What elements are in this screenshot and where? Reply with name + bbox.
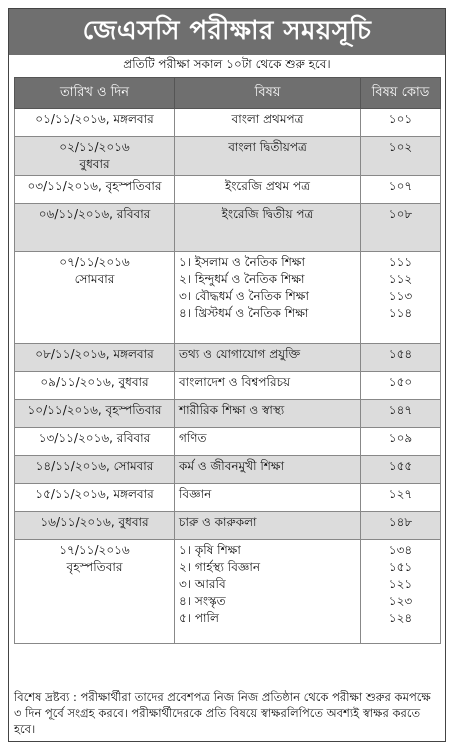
table-row — [15, 540, 441, 644]
subject-text: ৫। পালি — [179, 611, 219, 625]
code-cell — [361, 204, 441, 252]
code-cell — [361, 252, 441, 344]
table-row — [15, 344, 441, 372]
code-cell — [361, 400, 441, 428]
code-text: ১৫০ — [388, 375, 413, 389]
table-row — [15, 400, 441, 428]
subject-text: বাংলা প্রথমপত্র — [231, 112, 304, 126]
subject-text: ১। ইসলাম ও নৈতিক শিক্ষা — [179, 255, 306, 269]
date-cell — [15, 400, 175, 428]
date-text: বৃহস্পতিবার — [66, 560, 123, 574]
code-text: ১১৪ — [388, 306, 413, 320]
table-row — [15, 204, 441, 252]
header-code: বিষয় কোড — [361, 78, 441, 109]
subject-cell — [175, 484, 361, 512]
code-text: ১০৮ — [388, 207, 413, 221]
code-text: ১২৭ — [388, 487, 413, 501]
header-subject: বিষয় — [175, 78, 361, 109]
date-cell — [15, 512, 175, 540]
code-text: ১৫৪ — [388, 347, 413, 361]
subject-cell — [175, 204, 361, 252]
date-text: বুধবার — [79, 157, 110, 171]
date-text: ১৭/১১/২০১৬ — [59, 543, 130, 557]
code-cell — [361, 484, 441, 512]
subject-text: ৪। সংস্কৃত — [179, 594, 226, 608]
table-row — [15, 372, 441, 400]
table-header-row — [15, 78, 441, 109]
date-cell — [15, 137, 175, 176]
subtitle: প্রতিটি পরীক্ষা সকাল ১০টা থেকে শুরু হবে। — [123, 57, 331, 71]
subject-cell — [175, 137, 361, 176]
code-text: ১২৪ — [388, 611, 413, 625]
subject-cell — [175, 344, 361, 372]
subject-cell — [175, 109, 361, 137]
code-cell — [361, 456, 441, 484]
subject-text: বাংলা দ্বিতীয়পত্র — [228, 140, 307, 154]
date-text: ১৪/১১/২০১৬, সোমবার — [35, 459, 154, 473]
date-text: সোমবার — [74, 272, 115, 286]
page-title: জেএসসি পরীক্ষার সময়সূচি — [9, 9, 445, 55]
footer-note: বিশেষ দ্রষ্টব্য : পরীক্ষার্থীরা তাদের প্রবেশপত্র নিজ নিজ প্রতিষ্ঠান থেকে পরীক্ষা শুরুর কমপক্ষে ৩ দিন পূর্বে সংগ্রহ করবে। পরীক্ষার্থীদেরকে প্রতি বিষয়ে স্বাক্ষরলিপিতে অবশ্যই স্বাক্ষর করতে হবে। — [14, 690, 431, 736]
date-cell — [15, 344, 175, 372]
table-row — [15, 428, 441, 456]
date-text: ০৮/১১/২০১৬, মঙ্গলবার — [35, 347, 154, 361]
date-text: ১৫/১১/২০১৬, মঙ্গলবার — [35, 487, 154, 501]
date-cell — [15, 540, 175, 644]
subject-cell — [175, 540, 361, 644]
code-cell — [361, 176, 441, 204]
table-row — [15, 109, 441, 137]
code-cell — [361, 109, 441, 137]
date-cell — [15, 456, 175, 484]
subject-text: শারীরিক শিক্ষা ও স্বাস্থ্য — [179, 403, 285, 417]
subject-text: ৩। বৌদ্ধধর্ম ও নৈতিক শিক্ষা — [179, 289, 309, 303]
date-cell — [15, 252, 175, 344]
date-text: ০২/১১/২০১৬ — [59, 140, 130, 154]
subject-cell — [175, 456, 361, 484]
date-text: ০৯/১১/২০১৬, বুধবার — [40, 375, 149, 389]
code-text: ১০১ — [388, 112, 413, 126]
subject-text: কর্ম ও জীবনমুখী শিক্ষা — [179, 459, 285, 473]
schedule-table — [14, 77, 441, 644]
table-row — [15, 456, 441, 484]
subject-cell — [175, 512, 361, 540]
date-cell — [15, 176, 175, 204]
date-text: ১০/১১/২০১৬, বৃহস্পতিবার — [27, 403, 162, 417]
code-text: ১২১ — [388, 577, 413, 591]
subject-text: বিজ্ঞান — [179, 487, 212, 501]
subject-text: ২। হিন্দুধর্ম ও নৈতিক শিক্ষা — [179, 272, 305, 286]
code-text: ১৫৫ — [388, 459, 413, 473]
schedule-body — [15, 109, 441, 644]
code-text: ১১২ — [388, 272, 413, 286]
code-text: ১২৩ — [388, 594, 413, 608]
code-cell — [361, 372, 441, 400]
code-cell — [361, 344, 441, 372]
table-row — [15, 252, 441, 344]
date-cell — [15, 428, 175, 456]
subject-text: ২। গার্হস্থ্য বিজ্ঞান — [179, 560, 261, 574]
code-text: ১১১ — [388, 255, 413, 269]
subject-text: বাংলাদেশ ও বিশ্বপরিচয় — [179, 375, 291, 389]
subject-text: ৪। খ্রিস্টধর্ম ও নৈতিক শিক্ষা — [179, 306, 309, 320]
subject-text: তথ্য ও যোগাযোগ প্রযুক্তি — [179, 347, 301, 361]
code-cell — [361, 512, 441, 540]
date-text: ০১/১১/২০১৬, মঙ্গলবার — [35, 112, 154, 126]
code-text: ১১৩ — [388, 289, 413, 303]
subject-cell — [175, 400, 361, 428]
table-row — [15, 137, 441, 176]
code-text: ১০৯ — [388, 431, 413, 445]
table-row — [15, 512, 441, 540]
code-text: ১৪৭ — [388, 403, 413, 417]
subject-cell — [175, 372, 361, 400]
date-text: ০৭/১১/২০১৬ — [59, 255, 130, 269]
subject-text: ইংরেজি দ্বিতীয় পত্র — [221, 207, 314, 221]
header-date: তারিখ ও দিন — [15, 78, 175, 109]
subject-text: ইংরেজি প্রথম পত্র — [225, 179, 310, 193]
subject-cell — [175, 252, 361, 344]
subject-text: গণিত — [179, 431, 207, 445]
subject-cell — [175, 428, 361, 456]
subject-text: ৩। আরবি — [179, 577, 226, 591]
exam-schedule-notice — [8, 8, 446, 742]
date-text: ১৬/১১/২০১৬, বুধবার — [40, 515, 149, 529]
table-row — [15, 176, 441, 204]
code-text: ১৫১ — [388, 560, 413, 574]
code-cell — [361, 540, 441, 644]
date-cell — [15, 204, 175, 252]
subject-text: ১। কৃষি শিক্ষা — [179, 543, 241, 557]
code-text: ১০২ — [388, 140, 413, 154]
date-text: ১৩/১১/২০১৬, রবিবার — [38, 431, 151, 445]
code-cell — [361, 137, 441, 176]
date-cell — [15, 109, 175, 137]
code-cell — [361, 428, 441, 456]
code-text: ১০৭ — [388, 179, 413, 193]
date-text: ০৬/১১/২০১৬, রবিবার — [38, 207, 151, 221]
code-text: ১৩৪ — [388, 543, 413, 557]
code-text: ১৪৮ — [388, 515, 413, 529]
date-cell — [15, 372, 175, 400]
date-text: ০৩/১১/২০১৬, বৃহস্পতিবার — [27, 179, 162, 193]
date-cell — [15, 484, 175, 512]
subject-text: চারু ও কারুকলা — [179, 515, 257, 529]
table-row — [15, 484, 441, 512]
subject-cell — [175, 176, 361, 204]
